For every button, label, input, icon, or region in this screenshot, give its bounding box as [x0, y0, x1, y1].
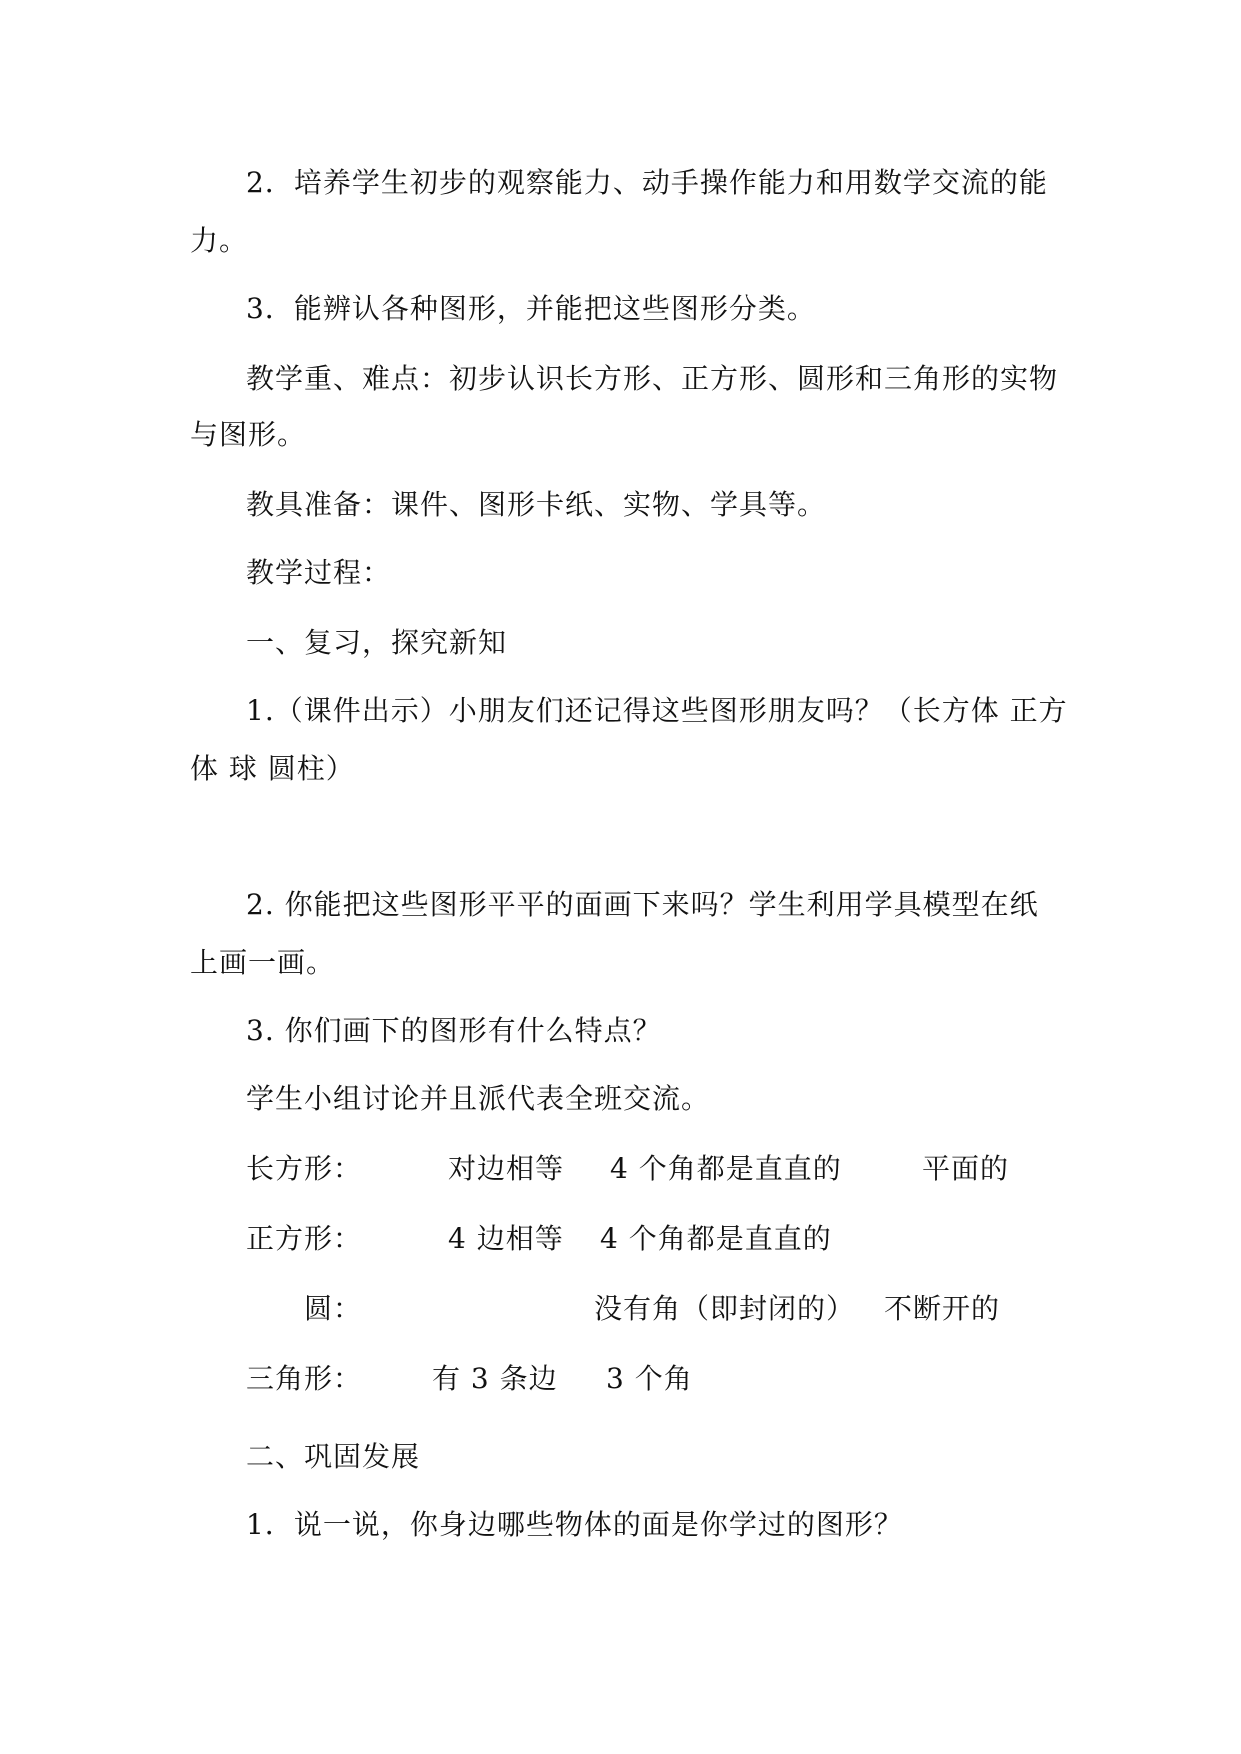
teaching-materials: 教具准备：课件、图形卡纸、实物、学具等。	[246, 488, 827, 521]
step-1-line-2: 体 球 圆柱）	[190, 752, 355, 785]
rectangle-feature-flat: 平面的	[922, 1152, 1010, 1185]
group-discussion: 学生小组讨论并且派代表全班交流。	[246, 1082, 711, 1115]
section-2-heading: 二、巩固发展	[246, 1440, 421, 1473]
triangle-name: 三角形：	[246, 1362, 363, 1395]
step-2-line-1: 2. 你能把这些图形平平的面画下来吗？学生利用学具模型在纸	[246, 888, 1039, 921]
objective-3: 3．能辨认各种图形，并能把这些图形分类。	[246, 292, 816, 325]
square-name: 正方形：	[246, 1222, 363, 1255]
key-points-line-2: 与图形。	[190, 418, 307, 451]
rectangle-feature-angles: 4 个角都是直直的	[610, 1152, 842, 1185]
rectangle-name: 长方形：	[246, 1152, 363, 1185]
teaching-process-heading: 教学过程：	[246, 556, 392, 589]
triangle-feature-angles: 3 个角	[606, 1362, 693, 1395]
step-1-line-1: 1.（课件出示）小朋友们还记得这些图形朋友吗？（长方体 正方	[246, 694, 1068, 727]
square-feature-sides: 4 边相等	[448, 1222, 564, 1255]
objective-2-line-2: 力。	[190, 224, 249, 257]
circle-feature-continuous: 不断开的	[884, 1292, 1001, 1325]
rectangle-feature-sides: 对边相等	[448, 1152, 565, 1185]
circle-feature-no-angle: 没有角（即封闭的）	[594, 1292, 856, 1325]
key-points-line-1: 教学重、难点：初步认识长方形、正方形、圆形和三角形的实物	[246, 362, 1059, 395]
square-feature-angles: 4 个角都是直直的	[600, 1222, 832, 1255]
step-3: 3. 你们画下的图形有什么特点？	[246, 1014, 662, 1047]
practice-1: 1．说一说，你身边哪些物体的面是你学过的图形？	[246, 1508, 903, 1541]
circle-name: 圆：	[304, 1292, 363, 1325]
objective-2-line-1: 2．培养学生初步的观察能力、动手操作能力和用数学交流的能	[246, 166, 1048, 199]
step-2-line-2: 上画一画。	[190, 946, 336, 979]
triangle-feature-sides: 有 3 条边	[432, 1362, 558, 1395]
section-1-heading: 一、复习，探究新知	[246, 626, 508, 659]
